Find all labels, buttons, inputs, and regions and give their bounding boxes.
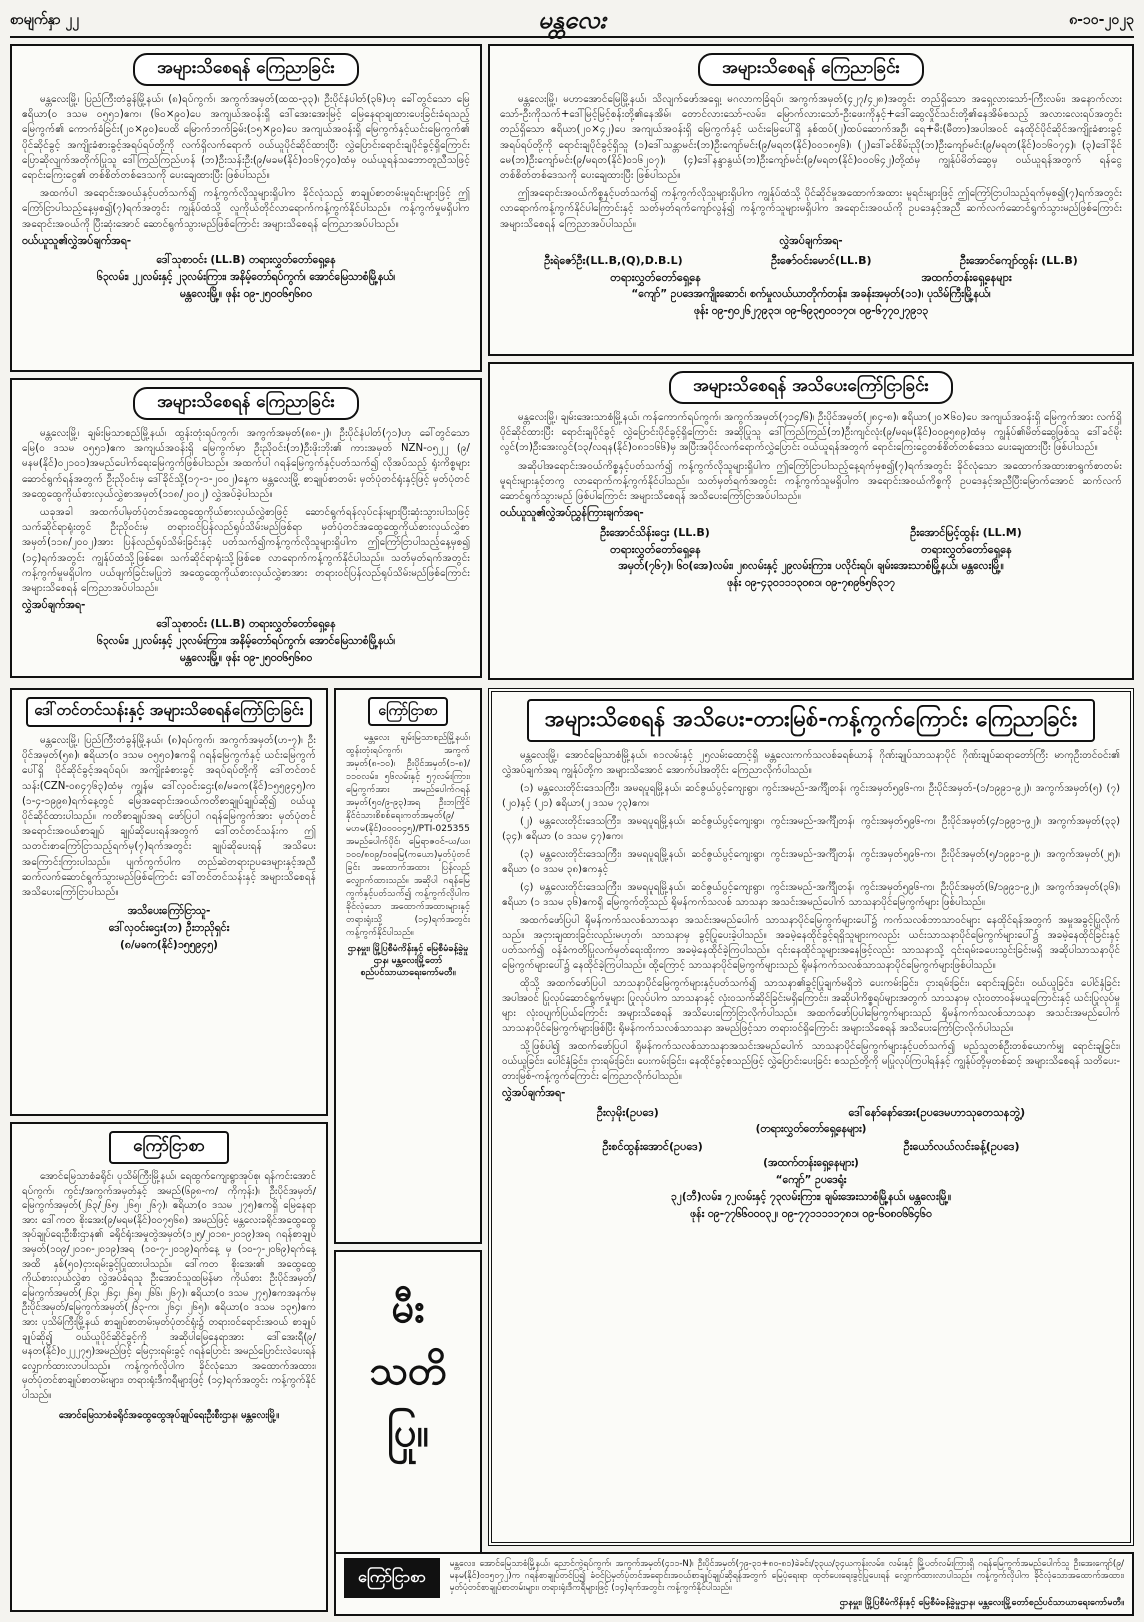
- notice-ad-2: [488, 44, 1134, 356]
- page-number: စာမျက်နှာ ၂၂: [10, 12, 80, 28]
- ad-paragraph: (၁) မန္တလေးတိုင်းဒေသကြီး၊ အမရပူရမြို့နယ်၊ ဆင်ဇွယ်ပွင့်ကျေးရွာ၊ ကွင်းအမည်-အင်္ကျီတန်၊ ကွင်းအမှတ်၅၉၆-က၊ ဦးပိုင်အမှတ်-(၁/၁၉၉၁-၉၂)၊ အကွက်အမှတ်(၅) (၇) (၂၀)နှင့် (၂၁) ဧရိယာ(၂ ဒသမ ၇၃)ဧက၊: [502, 783, 1120, 809]
- ad-title: ကြော်ငြာစာ: [344, 1558, 440, 1598]
- footer-signature: အောင်မြေသာစံခရိုင်အထွေထွေအုပ်ချုပ်ရေးဦးစီးဌာန၊ မန္တလေးမြို့။: [58, 1409, 280, 1421]
- ad-paragraph: ယခုအခါ အထက်ပါမှတ်ပုံတင်အထွေထွေကိုယ်စားလှယ်လွှဲစာဖြင့် ဆောင်ရွက်ရန်လုပ်ငန်းများပြီးဆုံးသွားပါသဖြင့် သက်ဆိုင်ရာရုံးတွင် ဦးညိုဝင်းမှ တရားဝင်ပြန်လည်ရုပ်သိမ်းမည်ဖြစ်ရာ မှတ်ပုံတင်အထွေထွေကိုယ်စားလှယ်လွှဲစာအမှတ်(၁၁၈/၂၀၀၂)အား ပြန်လည်ရုပ်သိမ်းခြင်းနှင့် ပတ်သက်၍ကန့်ကွက်လိုသူများရှိပါက ဤကြော်ငြာပါသည့်နေ့မှစ၍ (၁၄)ရက်အတွင်း ကျွန်ုပ်ထံသို့ဖြစ်စေ၊ သက်ဆိုင်ရာရုံးသို့ဖြစ်စေ လာရောက်ကန့်ကွက်နိုင်ပါသည်။ သတ်မှတ်ရက်အတွင်း ကန့်ကွက်မှုမရှိပါက ပယ်ဖျက်ခြင်းမပြုဘဲ အထွေထွေကိုယ်စားလှယ်လွှဲစာအား တရားဝင်ပြန်လည်ရုပ်သိမ်းမည်ဖြစ်ကြောင်း အများသိစေရန် ကြေညာအပ်ပါသည်။: [22, 507, 470, 595]
- ad-paragraph: မန္တလေးမြို့၊ ပြည်ကြီးတံခွန်မြို့နယ်၊ (၈)ရပ်ကွက်၊ အကွက်အမှတ်(ထထ-၃၃)၊ ဦးပိုင်နံပါတ်(၃၆)ဟု ခေါ်တွင်သော မြေဧရိယာ(၀ ဒသမ ၀၅၅၁)ဧက၊ (၆၀×၉၀)ပေ အကျယ်အဝန်းရှိ ဒေါ်အေးအေးမြင့် မြေနေရာချထားပေးခြင်းခံရသည့် မြေကွက်၏ ကောက်ခံခြင်း(၂၀×၉၀)ပေထိ မြောက်ဘက်ခြမ်း(၁၅×၉၀)ပေ အကျယ်အဝန်းရှိ မြေကွက်နှင့်ယင်းမြေကွက်၏ ပိုင်ဆိုင်ခွင့် အကျိုးခံစားခွင့်အရပ်ရပ်တို့ကို လက်ရှိလက်ရောက် ဝယ်ယူပိုင်ဆိုင်ထားပြီး လွှဲပြောင်းရောင်းချပိုင်ခွင့်ရှိကြောင်း ပြောဆိုလျက်အတိုက်ပြုသူ ဒေါ်ကြည်ကြည်ဟန် (ဘ)ဦးသန်းဦး(၉/မခမ(နိုင်)၀၁၆၇၄၀)ထံမှ ဝယ်ယူရန်သဘောတူညီသဖြင့် ရောင်းကြေးငွေ၏ တစ်စိတ်တစ်ဒေသကို ပေးချေထားပြီး ဖြစ်ပါသည်။: [22, 94, 470, 182]
- signatory: ဒေါ်သုစာဝင်း (LL.B) တရားလွှတ်တော်ရှေ့နေ: [156, 253, 336, 266]
- ad-title: အများသိစေရန် အသိပေးကြော်ငြာခြင်း: [669, 371, 953, 404]
- phone: ဖုန်း ၀၉-၇၇၆၆၀၀၀၃၂၊ ၀၉-၇၇၁၁၁၁၁၇၈၁၊ ၀၉-၆၀၈၀၆၆၄၆၀: [690, 1208, 932, 1220]
- notice-ad-3: [10, 378, 482, 678]
- ad-paragraph: အဆိုပါအရောင်းအဝယ်ကိစ္စနှင့်ပတ်သက်၍ ကန့်ကွက်လိုသူများရှိပါက ဤကြော်ငြာပါသည့်နေ့ရက်မှစ၍(၇)ရက်အတွင်း ခိုင်လုံသော အထောက်အထားစာရွက်စာတမ်း မူရင်းများနှင့်တကွ လာရောက်ကန့်ကွက်နိုင်ပါသည်။ သတ်မှတ်ရက်အတွင်း ကန့်ကွက်သူမရှိပါက အရောင်းအဝယ်ကိစ္စကို ဥပဒေနှင့်အညီပြီးမြောက်အောင် ဆက်လက်ဆောင်ရွက်သွားမည် ဖြစ်ပါကြောင်း အများသိစေရန် အသိပေးကြော်ငြာအပ်ပါသည်။: [500, 460, 1122, 503]
- issue-date: ၈-၁၀-၂၀၂၃: [1069, 12, 1134, 28]
- ad-body: [22, 733, 316, 900]
- signatory-row: [502, 1104, 1120, 1121]
- ad-paragraph: သို့ဖြစ်ပါ၍ အထက်ဖော်ပြပါ ရိုမန်ကက်သလစ်သာသနာအသင်းအမည်ပေါက် သာသနာပိုင်မြေကွက်များနှင့်ပတ်သက်၍ မည်သူတစ်ဦးတစ်ယောက်မျှ ရောင်းချခြင်း၊ ဝယ်ယူခြင်း၊ ပေါင်နှံခြင်း၊ ငှားရမ်းခြင်း၊ ပေးကမ်းခြင်း၊ နေထိုင်ခွင့်စသည်ဖြင့် လွှဲပြောင်းပေးခြင်း စသည်တို့ကို မပြုလုပ်ကြပါရန်နှင့် ကျွန်ုပ်တို့မှတစ်ဆင့် အများသိစေရန် သတိပေး-တားမြစ်-ကန့်ကွက်ကြောင်း ကြေညာလိုက်ပါသည်။: [502, 1041, 1120, 1082]
- signature-label: အသိပေးကြော်ငြာသူ-: [127, 905, 211, 918]
- signatory: ဦးအောင်သိန်းဌေး (LL.B): [600, 526, 710, 540]
- ad-paragraph: ထိုသို့ အထက်ဖော်ပြပါ သာသနာပိုင်မြေကွက်များနှင့်ပတ်သက်၍ သာသနာ၏ခွင့်ပြုချက်မရှိဘဲ ပေးကမ်းခြင်း၊ ငှားရမ်းခြင်း၊ ရောင်းချခြင်း၊ ဝယ်ယူခြင်း၊ ပေါင်နှံခြင်းအပါအဝင် ပြုလုပ်ဆောင်ရွက်မှုများ ပြုလုပ်ပါက သာသနာနှင့် လုံးဝသက်ဆိုင်ခြင်းမရှိကြောင်း၊ အဆိုပါကိစ္စရပ်များအတွက် သာသနာမှ လုံးဝတာဝန်မယူကြောင်းနှင့် ယင်းပြုလုပ်မှုများ လုံးဝပျက်ပြယ်ကြောင်း အများသိစေရန် အသိပေးကြော်ငြာလိုက်ပါသည်။ အထက်ဖော်ပြပါမြေကွက်များသည် ရိုမန်ကက်သလစ်သာသနာ အသင်းအမည်ပေါက် သာသနာပိုင်မြေကွက်များဖြစ်ပြီး ရိုမန်ကက်သလစ်သာသနာ အမည်ဖြင့်သာ တရားဝင်ရှိကြောင်း အများသိစေရန် အသိပေးကြော်ငြာလိုက်ပါသည်။: [502, 978, 1120, 1034]
- ad-paragraph: အောင်မြေသာစံခရိုင်၊ ပုသိမ်ကြီးမြို့နယ်၊ ရေထွက်ကျေးရွာအုပ်စု၊ ရန်ကင်းအောင်ရပ်ကွက်၊ ကွင်း/အကွက်အမှတ်နှင့် အမည်(၆၉၈-က/ ကိုကုန်း)၊ ဦးပိုင်အမှတ်/မြေကွက်အမှတ်(၂၆၃/၂၆၅၊ ၂၆၅၊ ၂၆၇)၊ ဧရိယာ(၀ ဒသမ ၂၇၅)ဧကရှိ မြေနေရာအား ဒေါ်ကတ စိုးအေး(၉/မရမ(နိုင်)၀၀၇၅၆၈) အမည်ဖြင့် မန္တလေးခရိုင်အထွေထွေအုပ်ချုပ်ရေးဦးစီးဌာန၏ ခရိုင်ရုံးအမှုတွဲအမှတ်(၁၂၅/၂၀၁၈-၂၀၁၉)အရ ဂရန်စာချုပ်အမှတ်(၁၀၉/၂၀၁၈-၂၀၁၉)အရ (၁၀-၇-၂၀၁၉)ရက်နေ့ မှ (၁၀-၇-၂၀၆၉)ရက်နေ့အထိ နှစ်(၅၀)ငှားရမ်းခွင့်ပြုထားပါသည်။ ဒေါ်ကတ စိုးအေး၏ အထွေထွေကိုယ်စားလှယ်လွှဲစာ လွှဲအပ်ခံရသူ ဦးအောင်သူထမြန်မာ ကိုယ်စား ဦးပိုင်အမှတ်/မြေကွက်အမှတ်(၂၆၃၊ ၂၆၄၊ ၂၆၅၊ ၂၆၆၊ ၂၆၇)၊ ဧရိယာ(၀ ဒသမ ၂၇၅)ဧကအနက်မှ ဦးပိုင်အမှတ်/မြေကွက်အမှတ်(၂၆၃-က၊ ၂၆၄၊ ၂၆၅)၊ ဧရိယာ(၀ ဒသမ ၁၃၅)ဧကအား ပုသိမ်ကြီးမြို့နယ် စာချုပ်စာတမ်းမှတ်ပုံတင်ရုံး၌ တရားဝင်ရောင်းအဝယ် စာချုပ်ချုပ်ဆို၍ ဝယ်ယူပိုင်ဆိုင်ခွင့်ကို အဆိုပါမြေနေရာအား ဒေါ်အေးရီ(၉/မနတ(နိုင်)၀၂၂၂၇၅)အမည်ဖြင့် မြေငှားရမ်းခွင့် ဂရန်ပြောင်း အမည်ပြောင်းလဲပေးရန် လျှောက်ထားလာပါသည်။ ကန့်ကွက်လိုပါက ခိုင်လုံသော အထောက်အထား၊ မှတ်ပုံတင်စာချုပ်စာတမ်းများ၊ တရားရုံးဒီကရီများဖြင့် (၁၄)ရက်အတွင်း ကန့်ကွက်နိုင်ပါသည်။: [22, 1171, 316, 1401]
- phone: မန္တလေးမြို့။ ဖုန်း ၀၉-၂၅၀၀၆၅၆၈၀: [179, 652, 313, 665]
- role: (အထက်တန်းရှေ့နေများ): [763, 1157, 859, 1169]
- ad-paragraph: မန္တလေး၊ အောင်မြေသာစံမြို့နယ်၊ ညောင်ကွဲရပ်ကွက်၊ အကွက်အမှတ်(၄၁၁-N)၊ ဦးပိုင်အမှတ်(၇၉-၃၁+၈၀-၈၁)ခဲခင်း/၃၃ယ/၃၄ယကုန်းလမ်း၊ လမ်းနှင့် မြို့ပတ်လမ်းကြားရှိ ဂရန်မြေကွက်အမည်ပေါက်သူ ဦးအေးကျော်(၉/မနမ(နိုင်)၀၁၅၀၇၂)က ဂရန်စာချုပ်တင်ပြ၍ ခံဝင်ပြဲမှတ်ပုံတင်အရောင်းအဝယ်စာချုပ်ချုပ်ဆိုရန်အတွက် မြေပုံရေးရာ ထုတ်ပေးရေးခွင့်ပြုပေးရန် လျှောက်ထားလာပါသည်။ ကန့်ကွက်လိုပါက ခိုင်လုံသောအထောက်အထား၊ မှတ်ပုံတင်စာချုပ်စာတမ်းများ၊ တရားရုံးဒီကရီများဖြင့် (၁၄)ရက်အတွင်း ကန့်ကွက်နိုင်ပါသည်။: [449, 1559, 1124, 1593]
- signature-label: ဝယ်ယူသူ၏လွှဲအပ်ညွှန်ကြားချက်အရ-: [500, 507, 644, 520]
- fire-word: မီး: [391, 1285, 425, 1332]
- role-row: [500, 541, 1122, 558]
- role: တရားလွှတ်တော်ရှေ့နေ: [610, 543, 701, 557]
- signatory: ဦးအောင်မြင့်ထွန်း (LL.M): [910, 526, 1022, 540]
- ad-title: ဒေါ်တင်တင်သန်းနှင့် အများသိစေရန်ကြော်ငြာခြင်း: [26, 697, 311, 727]
- address: ၃၂(ဘီ)လမ်း၊ ၇၂လမ်းနှင့် ၇၃လမ်းကြား၊ ချမ်းအေးသာစံမြို့နယ်၊ မန္တလေးမြို့။: [670, 1191, 952, 1203]
- footer-signature: ဌာနမှူး၊ မြို့ပြစီမံကိန်းနှင့် မြေစီမံခန့်ခွဲမှုဌာန၊ မန္တလေးမြို့တော်စည်ပင်သာယာရေးကော်မတီ။: [839, 1598, 1124, 1608]
- signatory: ဒေါ်လှဝင်းဌေး(ဘ) ဦးဘညိုရှင်း: [108, 922, 230, 935]
- ad-title: အများသိစေရန် အသိပေး-တားမြစ်-ကန့်ကွက်ကြောင်း ကြေညာခြင်း: [527, 699, 1095, 742]
- ad-body: [22, 92, 470, 232]
- phone: ဖုန်း ၀၉-၅၀၂၆၂၇၉၃၁၊ ၀၉-၆၉၃၅၀၀၁၇၀၊ ၀၉-၆၇၇၀၂၇၉၁၃: [693, 304, 929, 317]
- role: (တရားလွှတ်တော်ရှေ့နေများ): [755, 1123, 867, 1135]
- address: “ကျော်” ဥပဒေအကျိုးဆောင်၊ စက်မှုလယ်ယာတိုက်တန်း၊ အခန်းအမှတ်(၁၁)၊ ပုသိမ်ကြီးမြို့နယ်၊: [631, 287, 991, 300]
- notice-ad-7: [10, 1122, 328, 1612]
- ad-paragraph: မန္တလေးမြို့၊ ချမ်းအေးသာစံမြို့နယ်၊ ကန်ကောက်ရပ်ကွက်၊ အကွက်အမှတ်(၇၁၄/၆)၊ ဦးပိုင်အမှတ်(၂၈၄-၈)၊ ဧရိယာ(၂၀×၆၀)ပေ အကျယ်အဝန်းရှိ မြေကွက်အား လက်ရှိပိုင်ဆိုင်ထားပြီး ရောင်းချပိုင်ခွင့် လွှဲပြောင်းပိုင်ခွင့်ရှိကြောင်း အဆိုပြုသူ ဒေါ်ကြည်ကြည်(ဘ)ဦးကျင်လုံး(၉/မရမ(နိုင်)၀၀၉၅၈၉)ထံမှ ကျွန်ုပ်၏မိတ်ဆွေဖြစ်သူ ဒေါ်ခင်မိုးလွင်(ဘ)ဦးအေးလွင်(၁၃/လရန(နိုင်)၀၈၁၁၆၆)မှ အပြီးအပိုင်လက်ရောက်လွှဲပြောင်း ဝယ်ယူရန်အတွက် ရောင်းကြေးငွေတစ်စိတ်တစ်ဒေသ ပေးချေထားပြီး ဖြစ်ပါသည်။: [500, 412, 1122, 454]
- ad-body: [22, 1170, 316, 1404]
- address: ၆၃လမ်း၊ ၂၂လမ်းနှင့် ၂၃လမ်းကြား၊ အနိမ့်တော်ရပ်ကွက်၊ အောင်မြေသာစံမြို့နယ်၊: [96, 270, 396, 283]
- ad-body: [346, 732, 470, 940]
- phone: မန္တလေးမြို့။ ဖုန်း ၀၉-၂၅၀၀၆၅၆၈၀: [179, 287, 313, 300]
- role: တရားလွှတ်တော်ရှေ့နေ: [921, 543, 1012, 557]
- footer-signature: ဌာနမှူး၊ မြို့ပြစီမံကိန်းနှင့် မြေစီမံခန့်ခွဲမှုဌာန၊ မန္တလေးမြို့တော်စည်ပင်သာယာရေးကော်မတီ။: [347, 944, 469, 978]
- ad-paragraph: အထက်ပါ အရောင်းအဝယ်နှင့်ပတ်သက်၍ ကန့်ကွက်လိုသူများရှိပါက ခိုင်လုံသည့် စာချုပ်စာတမ်းမူရင်းများဖြင့် ဤကြော်ငြာပါသည့်နေ့မှစ၍(၇)ရက်အတွင်း ကျွန်ုပ်ထံသို့ လူကိုယ်တိုင်လာရောက်ကန့်ကွက်နိုင်ပါသည်။ ကန့်ကွက်မှုမရှိပါက အရောင်းအဝယ်ကို ပြီးဆုံးအောင် ဆောင်ရွက်သွားမည်ဖြစ်ကြောင်း အများသိစေရန် ကြေညာအပ်ပါသည်။: [22, 188, 470, 230]
- phone: ဖုန်း ၀၉-၄၃၀၁၁၁၃၀၈၁၊ ၀၉-၇၈၉၆၅၆၃၁၇: [727, 577, 895, 590]
- notice-ad-banner: [334, 1552, 1134, 1616]
- notice-ad-4: [488, 362, 1134, 680]
- signatory: ဦးလှမိုး(ဥပဒေ): [596, 1106, 659, 1119]
- ad-paragraph: (၃) မန္တလေးတိုင်းဒေသကြီး၊ အမရပူရမြို့နယ်၊ ဆင်ဇွယ်ပွင့်ကျေးရွာ၊ ကွင်းအမည်-အင်္ကျီတန်၊ ကွင်းအမှတ်၅၉၆-က၊ ဦးပိုင်အမှတ်(၅/၁၉၉၁-၉၂)၊ အကွက်အမှတ်(၂၅)၊ ဧရိယာ (၀ ဒသမ ၃၈)ဧကနှင့်: [502, 849, 1120, 875]
- role-row: [500, 269, 1122, 286]
- ad-paragraph: မန္တလေးမြို့၊ မဟာအောင်မြေမြို့နယ်၊ သိလျက်ဖော်အရှေ့၊ မဂလာကခြံရပ်၊ အကွက်အမှတ်(၄၂၇/၄၂၈)အတွင်း တည်ရှိသော အရှေ့လားသော်-ကြီးလမ်း၊ အနောက်လားသော်-ဦးကိုသက်+ဒေါ်မြင့်မြင့်စန်းတို့၏နေအိမ်၊ တောင်လားသော်-လမ်း၊ မြောက်လားသော်-ဦးဖေးကိုနှင့်+ဒေါ်ဆွေလှိုင်သင်းတို့၏နေအိမ်စသည့် အလားလေးရပ်အတွင်းတည်ရှိသော ဧရိယာ(၂၀×၄၂)ပေ အကျယ်အဝန်းရှိ မြေကွက်နှင့် ယင်းမြေပေါ်ရှိ နှစ်ထပ်(၂)ထပ်ဆောက်အဦ၊ ရေ+မီး(မီတာ)အပါအဝင် နေထိုင်ပိုင်ဆိုင်အကျိုးခံစားခွင့် အရပ်ရပ်တို့ကို ရောင်းချပိုင်ခွင့်ရှိသူ (၁)ဒေါ်သန္တာမင်း(ဘ)ဦးကျော်မင်း(၉/မရတ(နိုင်)၀၀၁၈၅၆)၊ (၂)ဒေါ်ခင်စိမ်းညို(ဘ)ဦးကျော်မင်း(၉/မရတ(နိုင်)၀၁၆၀၇၄)၊ (၃)ဒေါ်ခိုင်မေ(ဘ)ဦးကျော်မင်း(၉/မရတ(နိုင်)၀၁၆၂၀၇)၊ (၄)ဒေါ်နန္ဒာနွယ်(ဘ)ဦးကျော်မင်း(၉/မရတ(နိုင်)၀၀၀၆၄၂)တို့ထံမှ ကျွန်ုပ်မိတ်ဆွေမှ ဝယ်ယူရန်အတွက် ရန်ငွေတစ်စိတ်တစ်ဒေသကို ပေးချေထားပြီး ဖြစ်ပါသည်။: [500, 94, 1122, 182]
- ad-paragraph: အထက်ဖော်ပြပါ ရိုမန်ကက်သလစ်သာသနာ အသင်းအမည်ပေါက် သာသနာပိုင်မြေကွက်များပေါ်၌ ကက်သလစ်ဘာသာဝင်များ နေထိုင်ရန်အတွက် အမှုအခွင့်ပြုလိုက်သည်။ အငှားချထားခြင်းလည်းမဟုတ်၊ သာသနာမှ ခွင့်ပြုပေးခဲ့ပါသည်။ အခမဲ့နေထိုင်ခွင့်ရရှိသူများကလည်း ယင်းသာသနာပိုင်မြေကွက်များပေါ်၌ အခမဲ့နေထိုင်ခြင်းနှင့်ပတ်သက်၍ ဝန်ခံကတိပြုလက်မှတ်ရေးထိုးကာ အခမဲ့နေထိုင်ခဲ့ကြပါသည်။ ၎င်းနေထိုင်သူများအနေဖြင့်လည်း သာသနာသို့ ၎င်းရမ်းခပေးသွင်းခြင်းမရှိ အဆိုပါသာသနာပိုင်မြေကွက်များပေါ်၌ နေထိုင်ခဲ့ကြပါသည်။ ထို့ကြောင့် သာသနာပိုင်မြေကွက်များသည် ရိုမန်ကက်သလစ်သာသနာပိုင်မြေကွက်များဖြစ်ပါသည်။: [502, 915, 1120, 971]
- masthead-logo: မန္တလေး: [538, 5, 606, 34]
- address: အမှတ်(၇၆၇)၊ ၆၀(အေ)လမ်း၊ ၂၈လမ်းနှင့် ၂၉လမ်းကြား၊ ပလိုင်းရပ်၊ ချမ်းအေးသာစံမြို့နယ်၊ မန္တလေးမြို့။: [618, 560, 1004, 573]
- fire-safety-notice: [334, 1250, 482, 1566]
- caution-word: သတိ: [369, 1347, 447, 1394]
- ad-paragraph: ဤအရောင်းအဝယ်ကိစ္စနှင့်ပတ်သက်၍ ကန့်ကွက်လိုသူများရှိပါက ကျွန်ုပ်ထံသို့ ပိုင်ဆိုင်မှုအထောက်အထား မူရင်းများဖြင့် ဤကြော်ငြာပါသည့်ရက်မှစ၍(၇)ရက်အတွင်း လာရောက်ကန့်ကွက်နိုင်ပါကြောင်းနှင့် သတ်မှတ်ရက်ကျော်လွန်၍ ကန့်ကွက်သူများမရှိပါက အရောင်းအဝယ်ကို ဥပဒေနှင့်အညီ ဆက်လက်ဆောင်ရွက်သွားမည်ဖြစ်ကြောင်း အများသိစေရန် ကြေညာအပ်ပါသည်။: [500, 188, 1122, 230]
- page-header: [10, 4, 1134, 38]
- ad-body: [502, 748, 1120, 1084]
- signatory: ဦးစင်ထွန်းအောင်(ဥပဒေ): [602, 1140, 703, 1153]
- law-firm: “ကျော်” ဥပဒေရုံး: [775, 1174, 847, 1186]
- signatory: ဒေါ်နော်နော်အေး(ဥပဒေမဟာသုတေသနဘွဲ့): [848, 1106, 1026, 1119]
- signatory-row: [500, 524, 1122, 541]
- signatory-row: [502, 1138, 1120, 1155]
- notice-ad-5: [10, 688, 328, 1116]
- ad-title: ကြော်ငြာစာ: [368, 697, 447, 726]
- ad-body: [500, 92, 1122, 232]
- notice-ad-main: [488, 688, 1134, 1546]
- ad-paragraph: မန္တလေးမြို့၊ အောင်မြေသာစံမြို့နယ်၊ ၈၁လမ်းနှင့် ၂၅လမ်းထောင့်ရှိ မန္တလေးကက်သလစ်ခရစ်ယာန် ဂိုဏ်းချုပ်သာသနာပိုင် ဂိုဏ်းချုပ်ဆရာတော်ကြီး မာကုဦးတင်ဝင်း၏ လွှဲအပ်ချက်အရ ကျွန်ုပ်တို့က အများသိအောင် အောက်ပါအတိုင်း ကြေညာလိုက်ပါသည်။: [502, 750, 1120, 776]
- ad-title: အများသိစေရန် ကြေညာခြင်း: [698, 53, 924, 86]
- notice-ad-6: [334, 688, 482, 1244]
- id-number: (၈/မခက(နိုင်)၁၅၅၉၄၅): [120, 939, 218, 952]
- signature-label: လွှဲအပ်ချက်အရ-: [22, 599, 86, 612]
- signatory: ဦးရဲဇော်ဦး(LL.B,(Q),D.B.L): [544, 253, 683, 267]
- ad-body: [500, 410, 1122, 504]
- role: တရားလွှတ်တော်ရှေ့နေ: [610, 270, 701, 284]
- notice-ad-1: [10, 44, 482, 372]
- ad-paragraph: (၄) မန္တလေးတိုင်းဒေသကြီး၊ အမရပူရမြို့နယ်၊ ဆင်ဇွယ်ပွင့်ကျေးရွာ၊ ကွင်းအမည်-အင်္ကျီတန်၊ ကွင်းအမှတ်၅၉၆-က၊ ဦးပိုင်အမှတ်(၆/၁၉၉၁-၉၂)၊ အကွက်အမှတ်(၃၆)၊ ဧရိယာ (၁ ဒသမ ၃၆)ဧကရှိ မြေကွက်တို့သည် ရိုမန်ကက်သလစ် သာသနာ အသင်းအမည်ပေါက် သာသနာပိုင်မြေကွက်များ ဖြစ်ပါသည်။: [502, 882, 1120, 908]
- signature-label: ဝယ်ယူသူ၏လွှဲအပ်ချက်အရ-: [22, 234, 132, 247]
- signature-label: လွှဲအပ်ချက်အရ-: [779, 234, 843, 247]
- signatory: ဦးဇော်ဝင်းမောင်(LL.B): [771, 253, 872, 267]
- ad-paragraph: မန္တလေး ချမ်းမြသာစည်မြို့နယ်၊ ထွန်းတုံးရပ်ကွက်၊ အကွက်အမှတ်(၈-၁၀)၊ ဦးပိုင်အမှတ်(၁-၈)/၁၁၀လမ်း၊ ၅၆လမ်းနှင့် ၅၇လမ်းကြား၊ မြေကွက်အား အမည်ပေါက်ဂရန်အမှတ်(၅၀/၉-၉၃)အရ ဦးဘကြိုင် နိုင်ငံသားစိစစ်ရေးကတ်အမှတ်(၉/မဟမ(နိုင်)၀၀၀၀၄၅)/PTI-025355 အမည်ပေါက်ပိုင်၊ မြေရာဇဝင်-ယ/ယ၊ ၁၀၀/၈၀၉/၁၀မြေ(ကယော)မှတ်ပုံတင်ခြင်း အထောက်အထား ပြန်လည်လျှောက်ထားသည်။ အဆိုပါ ဂရန်မြေကွက်နှင့်ပတ်သက်၍ ကန့်ကွက်လိုပါက ခိုင်လုံသော အထောက်အထားများနှင့် တရားရုံးသို့ (၁၄)ရက်အတွင်း ကန့်ကွက်နိုင်ပါသည်။: [346, 733, 471, 938]
- ad-title: အများသိစေရန် ကြေညာခြင်း: [133, 387, 359, 420]
- ad-paragraph: မန္တလေးမြို့၊ ပြည်ကြီးတံခွန်မြို့နယ်၊ (၈)ရပ်ကွက်၊ အကွက်အမှတ်(ဟ-၇)၊ ဦးပိုင်အမှတ်(၅၈)၊ ဧရိယာ(၀ ဒသမ ၀၅၅၀)ဧကရှိ ဂရန်မြေကွက်နှင့် ယင်းမြေကွက်ပေါ်ရှိ ပိုင်ဆိုင်ခွင့်အရပ်ရပ်၊ အကျိုးခံစားခွင့် အရပ်ရပ်တို့ကို ဒေါ်တင်တင်သန်း(CZN-၀၈၄၇၆၃)ထံမှ ကျွန်မ ဒေါ်လှဝင်းဌေး(၈/မခက(နိုင်)၁၅၅၉၄၅)က (၁-၄-၁၉၉၈)ရက်နေ့တွင် မြေအရောင်းအဝယ်ကတိစာချုပ်ချုပ်ဆို၍ ဝယ်ယူပိုင်ဆိုင်ထားပါသည်။ ကတိစာချုပ်အရ ဖော်ပြပါ ဂရန်မြေကွက်အား မှတ်ပုံတင်အရောင်းအဝယ်စာချုပ် ချုပ်ဆိုပေးရန်အတွက် ဒေါ်တင်တင်သန်းက ဤသတင်းစာကြော်ငြာသည့်ရက်မှ(၇)ရက်အတွင်း ချုပ်ဆိုပေးရန် အသိပေးအကြောင်းကြားပါသည်။ ပျက်ကွက်ပါက တည်ဆဲတရားဥပဒေများနှင့်အညီ ဆက်လက်ဆောင်ရွက်သွားမည်ဖြစ်ကြောင်း ဒေါ်တင်တင်သန်းနှင့် အများသိစေရန် အသိပေးကြော်ငြာပါသည်။: [22, 735, 316, 899]
- signatory: ဦးယော်လယ်လင်းခန့်(ဥပဒေ): [903, 1140, 1020, 1153]
- ad-title: ကြော်ငြာစာ: [109, 1131, 229, 1164]
- role: အထက်တန်းရှေ့နေများ: [921, 270, 1012, 284]
- signatory-row: [500, 252, 1122, 269]
- ad-title: အများသိစေရန် ကြေညာခြင်း: [133, 53, 359, 86]
- signatory: ဒေါ်သုစာဝင်း (LL.B) တရားလွှတ်တော်ရှေ့နေ: [156, 618, 336, 631]
- do-word: ပြု။: [387, 1409, 429, 1456]
- signatory: ဦးအောင်ကျော်ထွန်း (LL.B): [960, 253, 1078, 267]
- ad-body: [22, 426, 470, 596]
- signature-label: လွှဲအပ်ချက်အရ-: [502, 1087, 566, 1099]
- ad-paragraph: (၂) မန္တလေးတိုင်းဒေသကြီး၊ အမရပူရမြို့နယ်၊ ဆင်ဇွယ်ပွင့်ကျေးရွာ၊ ကွင်းအမည်-အင်္ကျီတန်၊ ကွင်းအမှတ်၅၉၆-က၊ ဦးပိုင်အမှတ်(၄/၁၉၉၁-၉၂)၊ အကွက်အမှတ်(၃၃) (၃၄)၊ ဧရိယာ (၀ ဒသမ ၄၇)ဧက၊: [502, 816, 1120, 842]
- address: ၆၃လမ်း၊ ၂၂လမ်းနှင့် ၂၃လမ်းကြား၊ အနိမ့်တော်ရပ်ကွက်၊ အောင်မြေသာစံမြို့နယ်၊: [96, 635, 396, 648]
- ad-paragraph: မန္တလေးမြို့၊ ချမ်းမြသာစည်မြို့နယ်၊ ထွန်းတုံးရပ်ကွက်၊ အကွက်အမှတ်(၈၈-၂)၊ ဦးပိုင်နံပါတ်(၇၁)ဟု ခေါ်တွင်သော မြေ(၀ ဒသမ ၀၅၅၁)ဧက အကျယ်အဝန်းရှိ မြေကွက်မှာ ဦးညိုဝင်း(ဘ)ဦးဖိုးဘိုး၏ ကားအမှတ် NZN-၀၅၂၂ (၉/မနမ(နိုင်)၀၂၁၀၁)အမည်ပေါက်ရေးမြေကွက်ဖြစ်ပါသည်။ အထက်ပါ ဂရန်မြေကွက်နှင့်ပတ်သက်၍ လိုအပ်သည့် ရုံးကိစ္စများဆောင်ရွက်ရန်အတွက် ဦးညိုဝင်းမှ ဒေါ်ခိုင်သို့(၁၇-၁-၂၀၀၂)နေ့က မန္တလေးမြို့ စာချုပ်စာတမ်း မှတ်ပုံတင်ရုံးနှင့်ဖြင့် မှတ်ပုံတင်အထွေထွေကိုယ်စားလှယ်လွှဲစာအမှတ်(၁၁၈/၂၀၀၂) လွှဲအပ်ခဲ့ပါသည်။: [22, 428, 470, 500]
- ad-body: [450, 1558, 1124, 1594]
